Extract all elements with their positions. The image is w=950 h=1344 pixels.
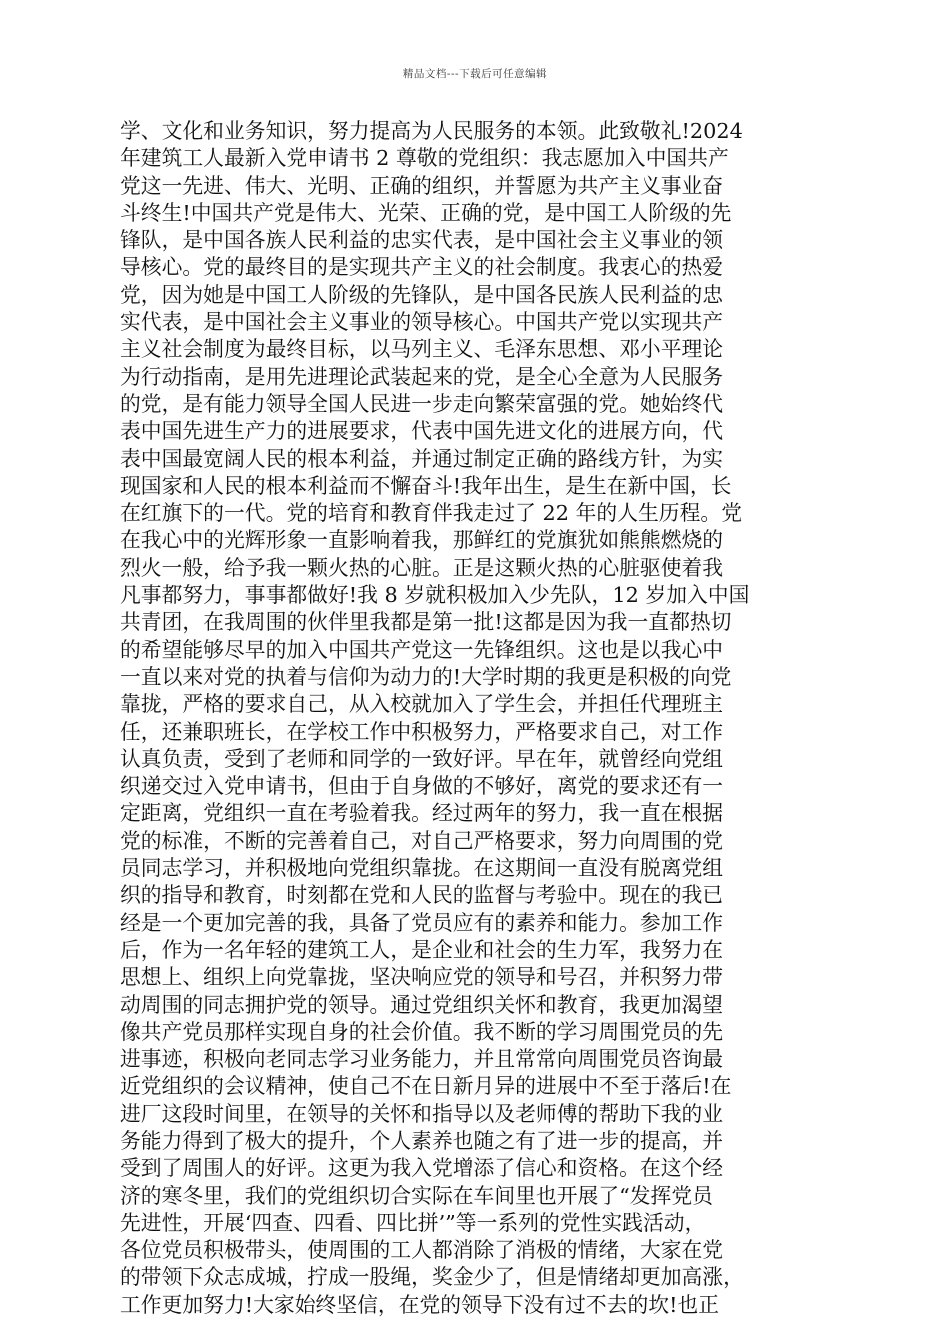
body-line: 思想上、组织上向党靠拢，坚决响应党的领导和号召，并积努力带 <box>120 965 724 990</box>
body-line: 党的标准，不断的完善着自己，对自己严格要求，努力向周围的党 <box>120 828 724 853</box>
body-line: 在我心中的光辉形象一直影响着我，那鲜红的党旗犹如熊熊燃烧的 <box>120 528 724 553</box>
body-line: 各位党员积极带头，使周围的工人都消除了消极的情绪，大家在党 <box>120 1238 724 1263</box>
body-line: 党，因为她是中国工人阶级的先锋队，是中国各民族人民利益的忠 <box>120 282 724 307</box>
body-line: 导核心。党的最终目的是实现共产主义的社会制度。我衷心的热爱 <box>120 255 724 280</box>
body-line: 一直以来对党的执着与信仰为动力的!大学时期的我更是积极的向党 <box>120 664 732 689</box>
body-text <box>120 118 840 1319</box>
body-line: 在红旗下的一代。党的培育和教育伴我走过了 22 年的人生历程。党 <box>120 501 742 526</box>
body-line: 员同志学习，并积极地向党组织靠拢。在这期间一直没有脱离党组 <box>120 856 724 881</box>
body-line: 织递交过入党申请书，但由于自身做的不够好，离党的要求还有一 <box>120 774 724 799</box>
body-line: 斗终生!中国共产党是伟大、光荣、正确的党，是中国工人阶级的先 <box>120 200 732 225</box>
body-line: 凡事都努力，事事都做好!我 8 岁就积极加入少先队，12 岁加入中国 <box>120 583 750 608</box>
body-line: 的党，是有能力领导全国人民进一步走向繁荣富强的党。她始终代 <box>120 391 724 416</box>
body-line: 进事迹，积极向老同志学习业务能力，并且常常向周围党员咨询最 <box>120 1047 724 1072</box>
body-line: 先进性，开展‘四查、四看、四比拼’”等一系列的党性实践活动， <box>120 1210 706 1235</box>
body-line: 烈火一般，给予我一颗火热的心脏。正是这颗火热的心脏驱使着我 <box>120 555 724 580</box>
body-line: 为行动指南，是用先进理论武装起来的党，是全心全意为人民服务 <box>120 364 724 389</box>
body-line: 学、文化和业务知识，努力提高为人民服务的本领。此致敬礼!2024 <box>120 119 743 143</box>
body-line: 定距离，党组织一直在考验着我。经过两年的努力，我一直在根据 <box>120 801 724 826</box>
body-line: 务能力得到了极大的提升，个人素养也随之有了进一步的提高，并 <box>120 1128 724 1153</box>
body-line: 锋队，是中国各族人民利益的忠实代表，是中国社会主义事业的领 <box>120 228 724 253</box>
body-line: 表中国最宽阔人民的根本利益，并通过制定正确的路线方针，为实 <box>120 446 724 471</box>
body-line: 现国家和人民的根本利益而不懈奋斗!我年出生，是生在新中国，长 <box>120 473 732 498</box>
body-line: 主义社会制度为最终目标，以马列主义、毛泽东思想、邓小平理论 <box>120 337 724 362</box>
body-line: 党这一先进、伟大、光明、正确的组织，并誓愿为共产主义事业奋 <box>120 173 724 198</box>
body-line: 的带领下众志成城，拧成一股绳，奖金少了，但是情绪却更加高涨， <box>120 1265 744 1290</box>
body-line: 的希望能够尽早的加入中国共产党这一先锋组织。这也是以我心中 <box>120 637 724 662</box>
page-header: 精品文档---下载后可任意编辑 <box>402 68 548 80</box>
body-line: 年建筑工人最新入党申请书 2 尊敬的党组织：我志愿加入中国共产 <box>120 146 729 171</box>
body-line: 工作更加努力!大家始终坚信，在党的领导下没有过不去的坎!也正 <box>120 1292 720 1317</box>
body-line: 经是一个更加完善的我，具备了党员应有的素养和能力。参加工作 <box>120 910 724 935</box>
body-line: 济的寒冬里，我们的党组织切合实际在车间里也开展了“发挥党员 <box>120 1183 713 1208</box>
body-line: 任，还兼职班长，在学校工作中积极努力，严格要求自己，对工作 <box>120 719 724 744</box>
body-line: 实代表，是中国社会主义事业的领导核心。中国共产党以实现共产 <box>120 310 724 335</box>
body-line: 表中国先进生产力的进展要求，代表中国先进文化的进展方向，代 <box>120 419 724 444</box>
body-line: 动周围的同志拥护党的领导。通过党组织关怀和教育，我更加渴望 <box>120 992 724 1017</box>
body-line: 认真负责，受到了老师和同学的一致好评。早在年，就曾经向党组 <box>120 746 724 771</box>
body-line: 进厂这段时间里，在领导的关怀和指导以及老师傅的帮助下我的业 <box>120 1101 724 1126</box>
body-line: 共青团，在我周围的伙伴里我都是第一批!这都是因为我一直都热切 <box>120 610 732 635</box>
body-line: 靠拢，严格的要求自己，从入校就加入了学生会，并担任代理班主 <box>120 692 724 717</box>
body-line: 后，作为一名年轻的建筑工人，是企业和社会的生力军，我努力在 <box>120 937 724 962</box>
body-line: 近党组织的会议精神，使自己不在日新月异的进展中不至于落后!在 <box>120 1074 732 1099</box>
body-line: 织的指导和教育，时刻都在党和人民的监督与考验中。现在的我已 <box>120 883 724 908</box>
body-line: 像共产党员那样实现自身的社会价值。我不断的学习周围党员的先 <box>120 1019 724 1044</box>
body-line: 受到了周围人的好评。这更为我入党增添了信心和资格。在这个经 <box>120 1156 724 1181</box>
